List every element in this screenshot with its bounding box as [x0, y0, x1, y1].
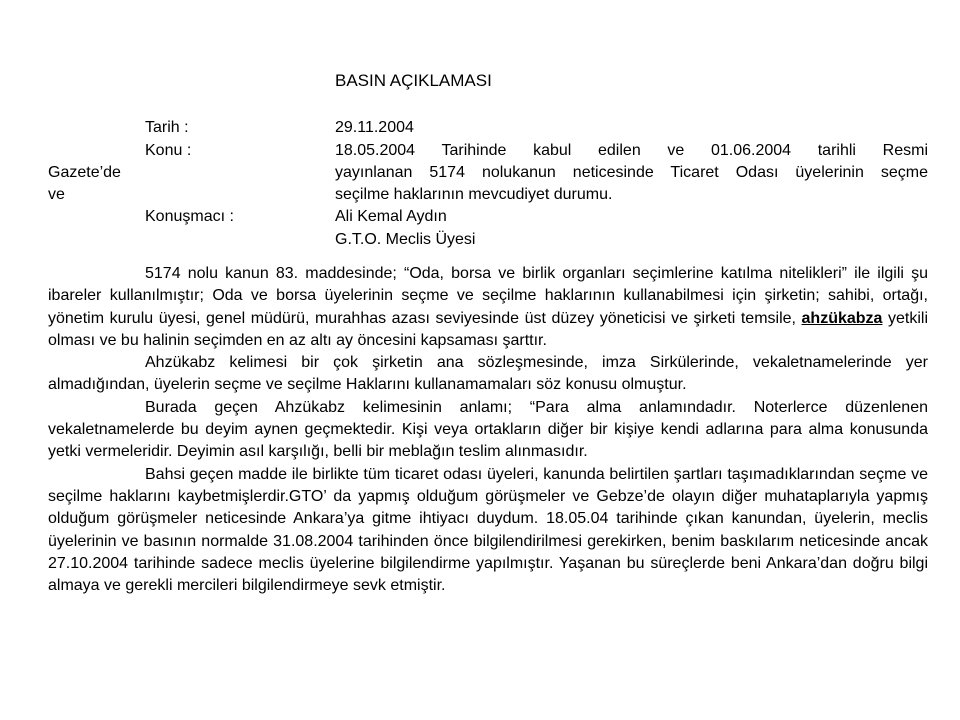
paragraph-4: Bahsi geçen madde ile birlikte tüm ticaret odası üyeleri, kanunda belirtilen şartları taşımadıklarından seçme ve seçilme haklarını kaybetmişlerdir.GTO’ da yapmış olduğum görüşmeler ve Gebze’de olayın diğer muhataplarıyla yapmış olduğum görüşmeler neticesinde Ankara’ya gitme ihtiyacı duydum. 18.05.04 tarihinde çıkan kanundan, üyelerin, meclis üyelerinin ve basının normalde 31.08.2004 tarihinden önce bilgilendirilmesi gerekirken, benim baskılarım neticesinde ancak 27.10.2004 tarihinde sadece meclis üyelerine bilgilendirme yapılmıştır. Yaşanan bu süreçlerde beni Ankara’dan doğru bilgi almaya ve gerekli mercileri bilgilendirmeye sevk etmiştir. — [48, 465, 928, 595]
document-title: BASIN AÇIKLAMASI — [335, 71, 492, 90]
subject-side-text-2: ve — [48, 186, 65, 203]
paragraph-1-text-b: yetkili olması ve bu halinin seçimden en az altı ay öncesini kapsaması şarttır. — [48, 309, 929, 349]
subject-line-1: 18.05.2004 Tarihinde kabul edilen ve 01.06.2004 tarihli Resmi — [335, 142, 928, 159]
body-text — [48, 263, 928, 597]
speaker-role: G.T.O. Meclis Üyesi — [335, 231, 476, 248]
emphasized-term: ahzükabza — [801, 309, 883, 327]
subject-side-text-1: Gazete’de — [48, 164, 121, 181]
date-label: Tarih : — [145, 119, 189, 136]
subject-text — [335, 140, 928, 206]
subject-line-3: seçilme haklarının mevcudiyet durumu. — [335, 186, 613, 203]
speaker-label: Konuşmacı : — [145, 208, 234, 225]
subject-label: Konu : — [145, 142, 192, 159]
paragraph-1-text-a: 5174 nolu kanun 83. maddesinde; “Oda, borsa ve birlik organları seçimlerine katılma nitelikleri” ile ilgili şu ibareler kullanılmıştır; Oda ve borsa üyelerinin seçme ve seçilme haklarının kullanabilmesi için şirketin; sahibi, ortağı, yönetim kurulu üyesi, genel müdürü, murahhas azası seviyesinde üst düzey yöneticisi ve şirketi temsile, — [48, 265, 928, 327]
paragraph-1 — [48, 263, 928, 352]
date-value: 29.11.2004 — [335, 119, 414, 136]
speaker-name: Ali Kemal Aydın — [335, 208, 447, 225]
subject-line-2: yayınlanan 5174 nolukanun neticesinde Ticaret Odası üyelerinin seçme — [335, 164, 928, 181]
paragraph-2: Ahzükabz kelimesi bir çok şirketin ana sözleşmesinde, imza Sirkülerinde, vekaletnamelerinde yer almadığından, üyelerin seçme ve seçilme Haklarını kullanamamaları söz konusu olmuştur. — [48, 354, 928, 394]
paragraph-3: Burada geçen Ahzükabz kelimesinin anlamı; “Para alma anlamındadır. Noterlerce düzenlenen vekaletnamelerde bu deyim aynen geçmektedir. Kişi veya ortakların diğer bir kişiye kendi adlarına para alma konusunda yetki vermeleridir. Deyimin asıl karşılığı, belli bir meblağın teslim alınmasıdır. — [48, 398, 928, 461]
